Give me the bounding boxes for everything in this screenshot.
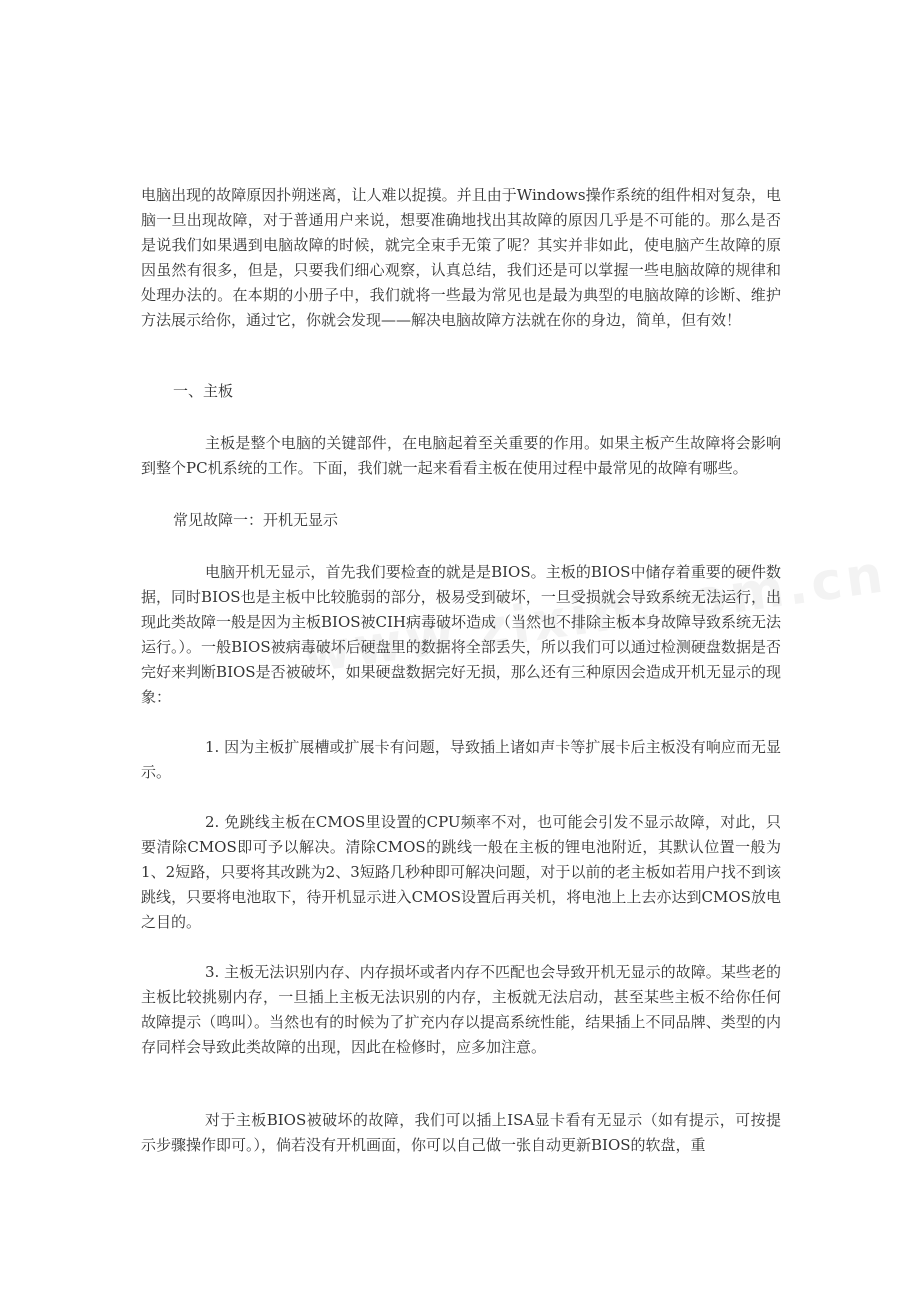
list-item-2: 2. 免跳线主板在CMOS里设置的CPU频率不对，也可能会引发不显示故障，对此，只要清除CMOS即可予以解决。清除CMOS的跳线一般在主板的锂电池附近，其默认位置一般为1、2短路，只要将其改跳为2、3短路几秒种即可解决问题，对于以前的老主板如若用户找不到该跳线，只要将电池取下，待开机显示进入CMOS设置后再关机，将电池上上去亦达到CMOS放电之目的。	[141, 813, 781, 931]
section-heading: 一、主板	[173, 382, 234, 400]
fault-description-paragraph: 电脑开机无显示，首先我们要检查的就是是BIOS。主板的BIOS中储存着重要的硬件数据，同时BIOS也是主板中比较脆弱的部分，极易受到破坏，一旦受损就会导致系统无法运行，出现此类故障一般是因为主板BIOS被CIH病毒破坏造成（当然也不排除主板本身故障导致系统无法运行。）。一般BIOS被病毒破坏后硬盘里的数据将全部丢失，所以我们可以通过检测硬盘数据是否完好来判断BIOS是否被破坏，如果硬盘数据完好无损，那么还有三种原因会造成开机无显示的现象：	[141, 563, 782, 706]
document-body	[141, 183, 781, 1158]
intro-paragraph: 电脑出现的故障原因扑朔迷离，让人难以捉摸。并且由于Windows操作系统的组件相对复杂，电脑一旦出现故障，对于普通用户来说，想要准确地找出其故障的原因几乎是不可能的。那么是否是说我们如果遇到电脑故障的时候，就完全束手无策了呢？其实并非如此，使电脑产生故障的原因虽然有很多，但是，只要我们细心观察，认真总结，我们还是可以掌握一些电脑故障的规律和处理办法的。在本期的小册子中，我们就将一些最为常见也是最为典型的电脑故障的诊断、维护方法展示给你，通过它，你就会发现——解决电脑故障方法就在你的身边，简单，但有效！	[141, 186, 781, 329]
bios-fix-paragraph: 对于主板BIOS被破坏的故障，我们可以插上ISA显卡看有无显示（如有提示，可按提示步骤操作即可。），倘若没有开机画面，你可以自己做一张自动更新BIOS的软盘，重	[141, 1111, 781, 1154]
section-intro-paragraph: 主板是整个电脑的关键部件，在电脑起着至关重要的作用。如果主板产生故障将会影响到整个PC机系统的工作。下面，我们就一起来看看主板在使用过程中最常见的故障有哪些。	[141, 434, 781, 477]
list-item-3: 3. 主板无法识别内存、内存损坏或者内存不匹配也会导致开机无显示的故障。某些老的主板比较挑剔内存，一旦插上主板无法识别的内存，主板就无法启动，甚至某些主板不给你任何故障提示（鸣叫）。当然也有的时候为了扩充内存以提高系统性能，结果插上不同品牌、类型的内存同样会导致此类故障的出现，因此在检修时，应多加注意。	[141, 963, 781, 1056]
list-item-1: 1. 因为主板扩展槽或扩展卡有问题，导致插上诸如声卡等扩展卡后主板没有响应而无显示。	[141, 738, 781, 781]
fault-heading: 常见故障一：开机无显示	[173, 511, 339, 529]
